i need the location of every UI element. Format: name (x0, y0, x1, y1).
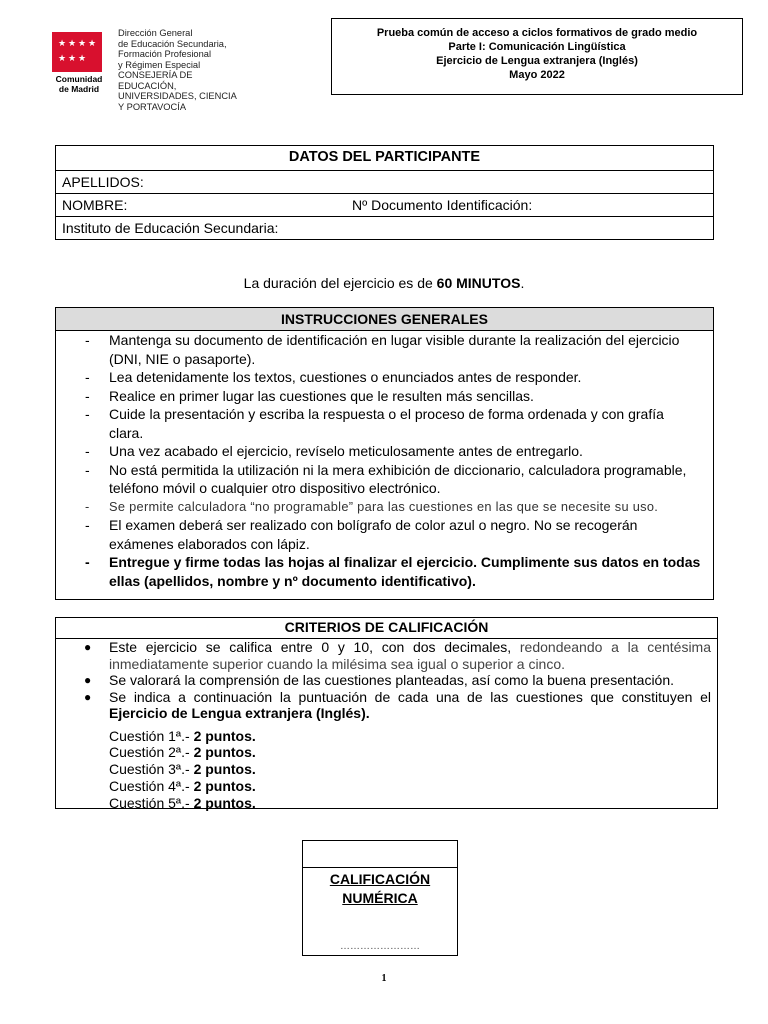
exam-title: Prueba común de acceso a ciclos formativos de grado medio (376, 27, 698, 39)
criteria-title: CRITERIOS DE CALIFICACIÓN (56, 618, 717, 639)
logo-region-name: Comunidad de Madrid (55, 74, 103, 94)
school-field[interactable] (56, 216, 713, 239)
name-label: NOMBRE: (62, 197, 128, 213)
participant-data-table (55, 145, 714, 240)
instructions-title: INSTRUCCIONES GENERALES (56, 308, 713, 331)
criteria-item: ● Se valorará la comprensión de las cuestiones planteadas, así como la buena presentación. (84, 672, 675, 688)
question-points-list (56, 728, 717, 812)
duration-value: 60 MINUTOS (436, 275, 521, 291)
page-number: 1 (381, 973, 387, 984)
name-field[interactable] (56, 193, 713, 216)
exam-date: Mayo 2022 (509, 69, 565, 81)
score-box-label: CALIFICACIÓN NUMÉRICA (329, 871, 431, 906)
instruction-item: - Cuide la presentación y escriba la respuesta o el proceso de forma ordenada y con grafía clara. (85, 406, 664, 441)
document-id-label: Nº Documento Identificación: (352, 197, 533, 213)
exam-subject: Ejercicio de Lengua extranjera (Inglés) (436, 55, 638, 67)
bullet-icon: ● (84, 673, 92, 687)
comunidad-de-madrid-logo (52, 28, 252, 112)
instruction-item: - Entregue y firme todas las hojas al finalizar el ejercicio. Cumplimente sus datos en todas ellas (apellidos, nombre y nº documento identificativo). (85, 554, 701, 589)
question-points: Cuestión 1ª.- 2 puntos. (109, 727, 256, 744)
exam-duration: La duración del ejercicio es de 60 MINUTOS. (243, 275, 525, 291)
instruction-item: - Lea detenidamente los textos, cuestiones o enunciados antes de responder. (85, 369, 582, 385)
score-entry-dots: …………………… (340, 941, 420, 952)
question-points: Cuestión 5ª.- 2 puntos. (109, 794, 256, 811)
surnames-label: APELLIDOS: (62, 174, 144, 190)
instruction-item: - No está permitida la utilización ni la mera exhibición de diccionario, calculadora programable, teléfono móvil o cualquier otro dispositivo electrónico. (85, 461, 687, 496)
question-points: Cuestión 3ª.- 2 puntos. (109, 761, 256, 778)
bullet-icon: ● (84, 640, 92, 654)
exam-header-box (331, 18, 743, 95)
grading-criteria (55, 617, 718, 809)
bullet-icon: ● (84, 689, 92, 704)
question-points: Cuestión 4ª.- 2 puntos. (109, 777, 256, 794)
criteria-item: ● Se indica a continuación la puntuación de cada una de las cuestiones que constituyen el Ejercicio de Lengua extranjera (Inglés). (84, 688, 711, 721)
score-box-top (303, 841, 457, 868)
instruction-item: - Una vez acabado el ejercicio, revíselo meticulosamente antes de entregarlo. (85, 443, 583, 459)
numeric-grade-box[interactable] (302, 840, 458, 956)
instruction-item: - El examen deberá ser realizado con bolígrafo de color azul o negro. No se recogerán exámenes elaborados con lápiz. (85, 517, 638, 552)
participant-table-title: DATOS DEL PARTICIPANTE (288, 149, 481, 165)
logo-department: Dirección General de Educación Secundaria, Formación Profesional y Régimen Especial (118, 28, 227, 70)
school-label: Instituto de Educación Secundaria: (62, 220, 279, 236)
surnames-field[interactable] (56, 170, 713, 193)
criteria-item: ● Este ejercicio se califica entre 0 y 10, con dos decimales, redondeando a la centésima inmediatamente superior cuando la milésima sea igual o superior a cinco. (84, 639, 712, 672)
madrid-flag-icon: ★ ★ ★ ★ ★ ★ ★ (52, 32, 102, 72)
general-instructions (55, 307, 714, 600)
instruction-item: - Realice en primer lugar las cuestiones que le resulten más sencillas. (85, 387, 534, 404)
instruction-item: - Se permite calculadora “no programable” para las cuestiones en las que se necesite su uso. (85, 498, 659, 514)
exam-part: Parte I: Comunicación Lingüística (448, 41, 626, 53)
question-points: Cuestión 2ª.- 2 puntos. (109, 744, 256, 761)
logo-ministry: CONSEJERÍA DE EDUCACIÓN, UNIVERSIDADES, CIENCIA Y PORTAVOCÍA (118, 70, 237, 112)
instruction-item: - Mantenga su documento de identificación en lugar visible durante la realización del ejercicio (DNI, NIE o pasaporte). (85, 332, 680, 367)
